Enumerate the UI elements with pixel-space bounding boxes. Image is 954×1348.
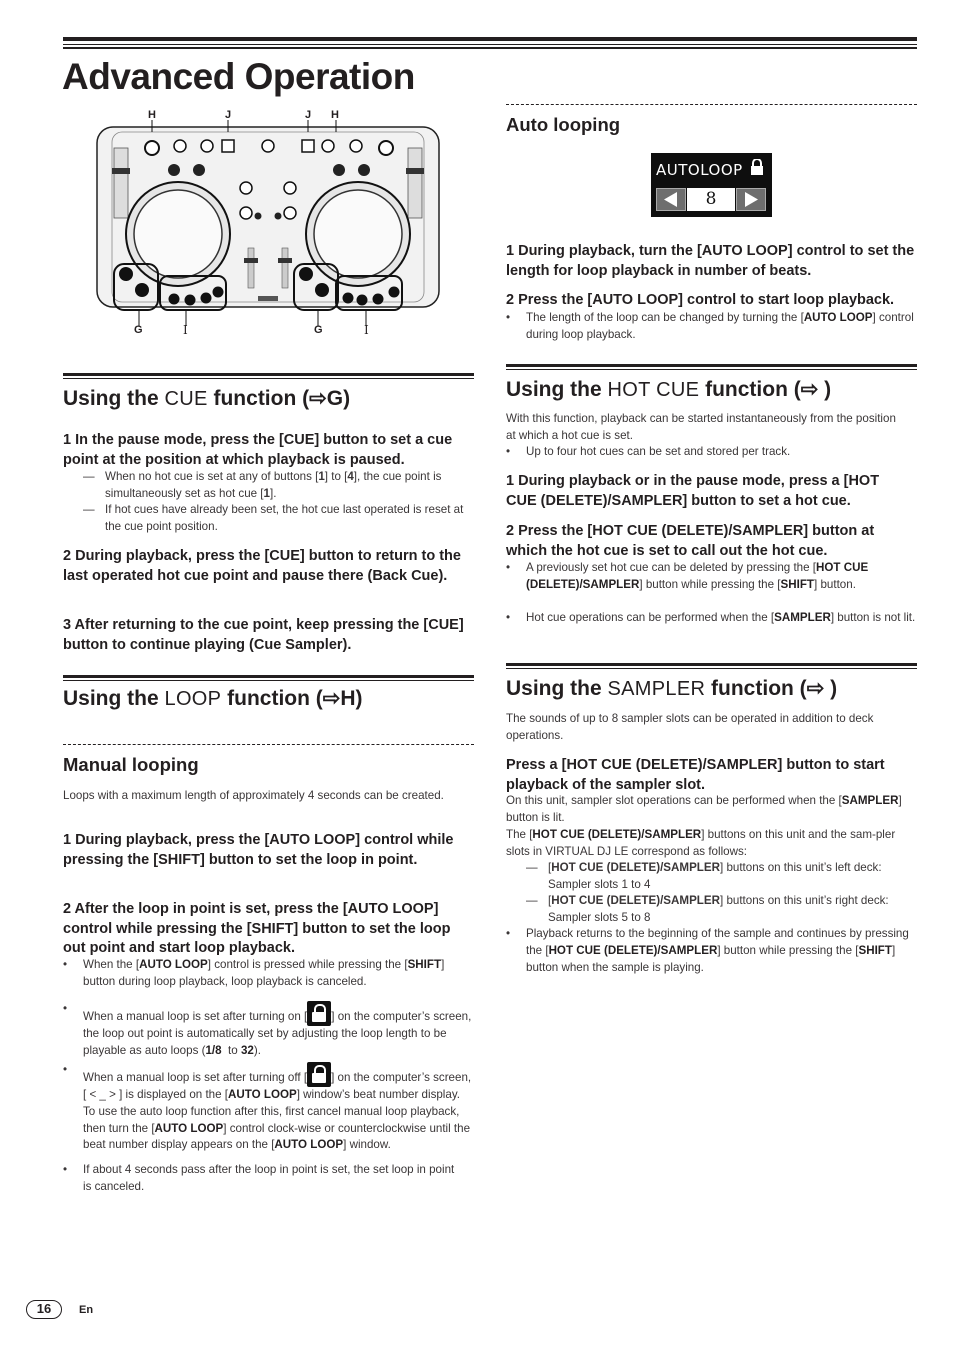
section-rule (506, 663, 917, 669)
hotcue-step-2: 2 Press the [HOT CUE (DELETE)/SAMPLER] button at which the hot cue is set to call out the hot cue. (506, 523, 875, 559)
figure-label-i-right: I (364, 323, 369, 337)
loop-step-2: 2 After the loop in point is set, press the [AUTO LOOP] control while pressing the [SHIFT] button to set the loop out point and start loop playback. (63, 901, 451, 956)
sampler-note-2: The [HOT CUE (DELETE)/SAMPLER] buttons on this unit and the sam-pler slots in VIRTUAL DJ LE correspond as follows: (506, 828, 896, 858)
autoloop-display (651, 153, 772, 217)
manual-looping-intro: Loops with a maximum length of approximately 4 seconds can be created. (63, 789, 444, 802)
auto-looping-heading: Auto looping (506, 114, 621, 135)
hotcue-heading: Using the HOT CUE function (⇨ ) (506, 378, 832, 401)
lock-icon (307, 1062, 331, 1087)
sampler-right-deck: — [HOT CUE (DELETE)/SAMPLER] buttons on this unit’s right deck: Sampler slots 5 to 8 (526, 894, 889, 924)
hotcue-bullet-1: • Up to four hot cues can be set and stored per track. (506, 445, 791, 458)
cue-step-2: 2 During playback, press the [CUE] button to return to the last operated hot cue point and pause there (Back Cue). (63, 548, 461, 584)
cue-note-1: — When no hot cue is set at any of buttons [1] to [4], the cue point is simultaneously set as hot cue [1]. (83, 470, 442, 500)
auto-bullet-1: • The length of the loop can be changed by turning the [AUTO LOOP] control during loop playback. (506, 311, 914, 341)
figure-label-g-left: G (134, 324, 143, 336)
autoloop-display-title: AUTOLOOP (656, 161, 743, 179)
header-rule (63, 37, 917, 51)
figure-label-h-right: H (331, 109, 339, 121)
manual-looping-heading: Manual looping (63, 754, 199, 775)
loop-step-1: 1 During playback, press the [AUTO LOOP] control while pressing the [SHIFT] button to set the loop in point. (63, 832, 454, 868)
sampler-heading: Using the SAMPLER function (⇨ ) (506, 677, 838, 700)
section-rule (506, 364, 917, 370)
section-rule (63, 675, 474, 681)
loop-bullet-2: • When a manual loop is set after turning on [ ] on the computer’s screen, the loop out point is automatically set by adjusting the loop length to be playable as auto loops (1/8 to 32). (63, 1002, 472, 1057)
section-rule (63, 373, 474, 379)
sampler-step: Press a [HOT CUE (DELETE)/SAMPLER] button to start playback of the sampler slot. (506, 757, 885, 793)
cue-step-3: 3 After returning to the cue point, keep pressing the [CUE] button to continue playing (Cue Sampler). (63, 617, 464, 653)
autoloop-decrease-arrow[interactable] (656, 188, 686, 211)
hotcue-step-1: 1 During playback or in the pause mode, press a [HOT CUE (DELETE)/SAMPLER] button to set a hot cue. (506, 473, 880, 509)
figure-label-i-left: I (183, 323, 188, 337)
dashed-divider (506, 104, 917, 105)
dashed-divider (63, 744, 474, 745)
figure-label-h-left: H (148, 109, 156, 121)
hotcue-intro: With this function, playback can be started instantaneously from the position at which a hot cue is set. (506, 412, 896, 442)
loop-bullet-3: • When a manual loop is set after turning off [ ] on the computer’s screen, [ < _ > ] is displayed on the [AUTO LOOP] window’s beat number display. To use the auto loop function after this, first cancel manual loop playback, then turn the [AUTO LOOP] control clock-wise or counterclockwise until the beat number display appears on the [AUTO LOOP] window. (63, 1063, 472, 1152)
autoloop-increase-arrow[interactable] (736, 188, 766, 211)
hotcue-bullet-3: • Hot cue operations can be performed when the [SAMPLER] button is not lit. (506, 611, 916, 624)
figure-label-j-right: J (305, 109, 312, 121)
loop-bullet-1: • When the [AUTO LOOP] control is pressed while pressing the [SHIFT] button during loop playback, loop playback is canceled. (63, 958, 445, 988)
page-title: Advanced Operation (62, 56, 415, 97)
loop-heading: Using the LOOP function (⇨H) (63, 687, 363, 710)
cue-note-2: — If hot cues have already been set, the hot cue last operated is reset at the cue point position. (83, 503, 464, 533)
auto-step-2: 2 Press the [AUTO LOOP] control to start loop playback. (506, 292, 895, 308)
autoloop-beat-value: 8 (687, 188, 735, 211)
sampler-bullet-1: • Playback returns to the beginning of the sample and continues by pressing the [HOT CUE (DELETE)/SAMPLER] button while pressing the [SHIFT] button when the sample is playing. (506, 927, 909, 974)
figure-label-j-left: J (225, 109, 232, 121)
auto-step-1: 1 During playback, turn the [AUTO LOOP] control to set the length for loop playback in number of beats. (506, 243, 915, 279)
controller-figure (96, 108, 440, 340)
cue-step-1: 1 In the pause mode, press the [CUE] button to set a cue point at the position at which playback is paused. (63, 432, 453, 468)
figure-label-g-right: G (314, 324, 323, 336)
sampler-intro: The sounds of up to 8 sampler slots can be operated in addition to deck operations. (506, 712, 874, 742)
hotcue-bullet-2: • A previously set hot cue can be deleted by pressing the [HOT CUE (DELETE)/SAMPLER] button while pressing the [SHIFT] button. (506, 561, 869, 591)
page-number: 16 (26, 1300, 62, 1319)
lock-icon (750, 159, 764, 175)
cue-heading: Using the CUE function (⇨G) (63, 387, 351, 410)
lock-icon (307, 1001, 331, 1026)
sampler-left-deck: — [HOT CUE (DELETE)/SAMPLER] buttons on this unit’s left deck: Sampler slots 1 to 4 (526, 861, 882, 891)
language-code: En (79, 1304, 94, 1316)
loop-bullet-4: • If about 4 seconds pass after the loop in point is set, the set loop in point is canceled. (63, 1163, 455, 1193)
sampler-note-1: On this unit, sampler slot operations can be performed when the [SAMPLER] button is lit. (506, 794, 902, 824)
